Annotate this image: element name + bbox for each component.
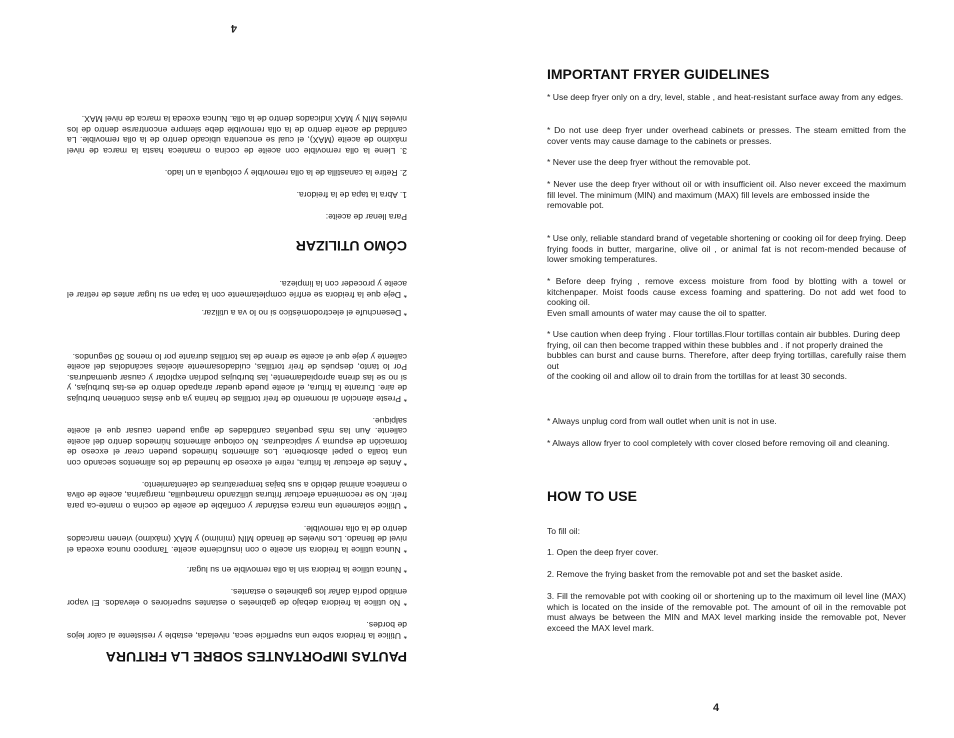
- como-item-1: Para llenar de aceite:: [325, 212, 407, 222]
- guideline-item-6: * Before deep frying , remove excess moisture from food by blotting with a towel or kitchenpaper. Moist foods cause excess foaming and spattering. Do not add wet food to cooking oil. Even small amounts of water may cause the oil to spatter.: [547, 276, 906, 318]
- como-section: [67, 237, 407, 254]
- pautas-item-4: * Nunca utilice la freidora sin aceite o con insuficiente aceite. Tampoco nunca exceda el nivel de llenado. Los niveles de llenado MIN (mínimo) y MAX (máximo) vienen marcados dentro de la olla removible.: [67, 523, 407, 555]
- como-item-3: 2. Retire la canastilla de la olla removible y colóquela a un lado.: [164, 168, 407, 178]
- como-item-4: 3. Llene la olla removible con aceite de cocina o manteca hasta la marca de nivel máximo de aceite (MAX), el cual se encuentra ubicado dentro de la olla removible. La cantidad de aceite dentro de la olla removible debe siempre encontrarse dentro de los niveles MIN y MAX indicados dentro de la olla. Nunca exceda la marca de nivel MAX.: [67, 114, 407, 156]
- pautas-item-3: * Nunca utilice la freidora sin la olla removible en su lugar.: [186, 565, 407, 575]
- howto-section: [547, 488, 906, 505]
- como-title: CÓMO UTILIZAR: [295, 238, 407, 254]
- pautas-item-5: * Utilice solamente una marca estándar y confiable de aceite de cocina o mante-ca para freír. No se recomienda efectuar frituras utilizando mantequilla, margarina, aceite de oliva o manteca animal debido a sus bajas temperaturas de calentamiento.: [67, 479, 407, 511]
- pautas-section: [67, 648, 407, 665]
- guidelines-title: IMPORTANT FRYER GUIDELINES: [547, 66, 770, 82]
- guideline-item-5: * Use only, reliable standard brand of vegetable shortening or cooking oil for deep frying. Deep frying foods in butter, margarine, olive oil , or animal fat is not recom-mended because of lower smoking temperatures.: [547, 233, 906, 265]
- pautas-item-9: * Deje que la freidora se enfríe completamente con la tapa en su lugar antes de retirar el aceite y proceder con la limpieza.: [67, 279, 407, 300]
- pautas-item-2: * No utilice la freidora debajo de gabinetes o estantes superiores o elevados. El vapor emitido podría dañar los gabinetes o estantes.: [67, 587, 407, 608]
- pautas-item-1: * Utilice la freidora sobre una superficie seca, nivelada, estable y resistente al calor lejos de bordes.: [67, 620, 407, 641]
- guideline-item-9: * Always allow fryer to cool completely with cover closed before removing oil and cleaning.: [547, 438, 890, 448]
- left-page-number: 4: [230, 22, 237, 34]
- como-item-2: 1. Abra la tapa de la freidora.: [296, 190, 407, 200]
- howto-title: HOW TO USE: [547, 488, 637, 504]
- howto-item-1: To fill oil:: [547, 526, 580, 536]
- pautas-title: PAUTAS IMPORTANTES SOBRE LA FRITURA: [105, 649, 407, 665]
- pautas-item-6: * Antes de efectuar la fritura, retire el exceso de humedad de los alimentos secando con una toalla o papel absorbente. Los alimentos húmedos pueden crear el exceso de formación de espuma y salpicaduras. No coloque alimentos húmedos dentro del aceite caliente. Aun las más pequeñas cantidades de agua pueden causar que el aceite salpique.: [67, 415, 407, 468]
- guideline-item-8: * Always unplug cord from wall outlet when unit is not in use.: [547, 416, 777, 426]
- howto-item-4: 3. Fill the removable pot with cooking oil or shortening up to the maximum oil level line (MAX) which is located on the inside of the removable pot. The amount of oil in the removable pot must always be between the MIN and MAX level marking inside the removable pot, Never exceed the MAX level mark.: [547, 591, 906, 633]
- guidelines-section: [547, 66, 906, 83]
- guideline-item-7: * Use caution when deep frying . Flour tortillas.Flour tortillas contain air bubbles. During deep frying, oil can then become trapped within these bubbles and . if not properly drained the bubbles can burst and cause burns. Therefore, after deep frying tortillas, carefully raise them out of the cooking oil and allow oil to drain from the tortillas for at least 30 seconds.: [547, 329, 906, 382]
- guideline-item-2: * Do not use deep fryer under overhead cabinets or presses. The steam emitted from the cover vents may cause damage to the cabinets or presses.: [547, 125, 906, 146]
- guideline-item-4: * Never use the deep fryer without oil or with insufficient oil. Also never exceed the maximum fill level. The minimum (MIN) and maximum (MAX) fill levels are embossed inside the removable pot.: [547, 179, 906, 211]
- howto-item-2: 1. Open the deep fryer cover.: [547, 547, 659, 557]
- right-page: [477, 0, 954, 738]
- right-page-number: 4: [713, 702, 720, 714]
- pautas-item-7: * Preste atención al momento de freír tortillas de harina ya que éstas contienen burbujas de aire. Durante la fritura, el aceite puede quedar atrapado dentro de es-tas burbujas, y si no se las drena apropiadamente, las burbujas podrían explotar y causar quemaduras. Por lo tanto, después de freír tortillas, cuidadosamente alcelas sacándolas del aceite caliente y deje que el aceite se drene de las tortillas durante por lo menos 30 segundos.: [67, 351, 407, 404]
- guideline-item-1: * Use deep fryer only on a dry, level, stable , and heat-resistant surface away from any edges.: [547, 92, 904, 102]
- guideline-item-3: * Never use the deep fryer without the removable pot.: [547, 157, 751, 167]
- pautas-item-8: * Desenchufe el electrodoméstico si no lo va a utilizar.: [201, 308, 407, 318]
- howto-item-3: 2. Remove the frying basket from the removable pot and set the basket aside.: [547, 569, 843, 579]
